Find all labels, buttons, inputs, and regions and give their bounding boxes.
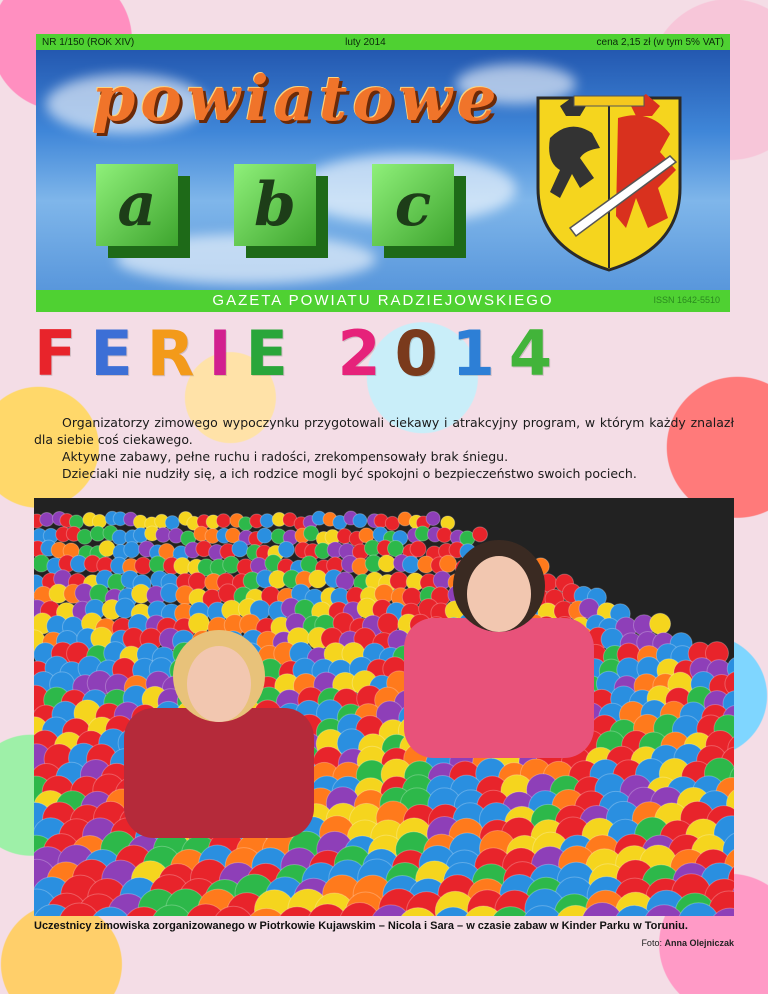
photo-credit bbox=[641, 938, 734, 948]
issue-date: luty 2014 bbox=[345, 36, 386, 48]
logo-cube-c bbox=[372, 164, 454, 246]
logo-cube-b bbox=[234, 164, 316, 246]
intro-text bbox=[34, 414, 734, 482]
ball-pit-illustration bbox=[34, 498, 734, 916]
headline-letter: 0 bbox=[394, 317, 452, 390]
issn: ISSN 1642-5510 bbox=[653, 295, 720, 305]
cube-letter: b bbox=[254, 170, 296, 240]
intro-paragraph: Aktywne zabawy, pełne ruchu i radości, zrekompensowały brak śniegu. bbox=[62, 449, 509, 464]
issue-number: NR 1/150 (ROK XIV) bbox=[42, 36, 135, 48]
cube-letter: c bbox=[394, 170, 432, 240]
tagline: GAZETA POWIATU RADZIEJOWSKIEGO bbox=[212, 292, 554, 309]
photo-ball-pit bbox=[34, 498, 734, 916]
issue-price: cena 2,15 zł (w tym 5% VAT) bbox=[596, 36, 724, 48]
logo-powiatowe: powiatowe bbox=[92, 62, 502, 135]
intro-paragraph: Organizatorzy zimowego wypoczynku przygotowali ciekawy i atrakcyjny program, w którym każdy znalazł dla siebie coś ciekawego. bbox=[34, 415, 734, 447]
headline-letter: F bbox=[34, 317, 91, 390]
intro-paragraph: Dzieciaki nie nudziły się, a ich rodzice mogli być spokojni o bezpieczeństwo swoich pociech. bbox=[62, 466, 637, 481]
masthead-bottom-bar bbox=[36, 290, 730, 312]
headline-letter: 4 bbox=[508, 317, 567, 390]
headline-letter bbox=[302, 322, 338, 386]
photo-caption: Uczestnicy zimowiska zorganizowanego w Piotrkowie Kujawskim – Nicola i Sara – w czasie zabaw w Kinder Parku w Toruniu. bbox=[34, 920, 688, 932]
masthead-top-bar bbox=[36, 34, 730, 50]
headline-letter: 1 bbox=[451, 317, 509, 390]
logo-cube-a bbox=[96, 164, 178, 246]
credit-name: Anna Olejniczak bbox=[664, 938, 734, 948]
headline-letter: E bbox=[90, 317, 147, 390]
headline-ferie-2014 bbox=[34, 317, 734, 390]
headline-letter: 2 bbox=[337, 317, 395, 390]
masthead bbox=[36, 34, 730, 312]
headline-letter: R bbox=[146, 317, 209, 390]
cube-letter: a bbox=[117, 170, 157, 240]
credit-prefix: Foto: bbox=[641, 938, 662, 948]
coat-of-arms-icon bbox=[530, 78, 688, 274]
headline-letter: I bbox=[208, 317, 246, 390]
headline-letter: E bbox=[245, 317, 302, 390]
